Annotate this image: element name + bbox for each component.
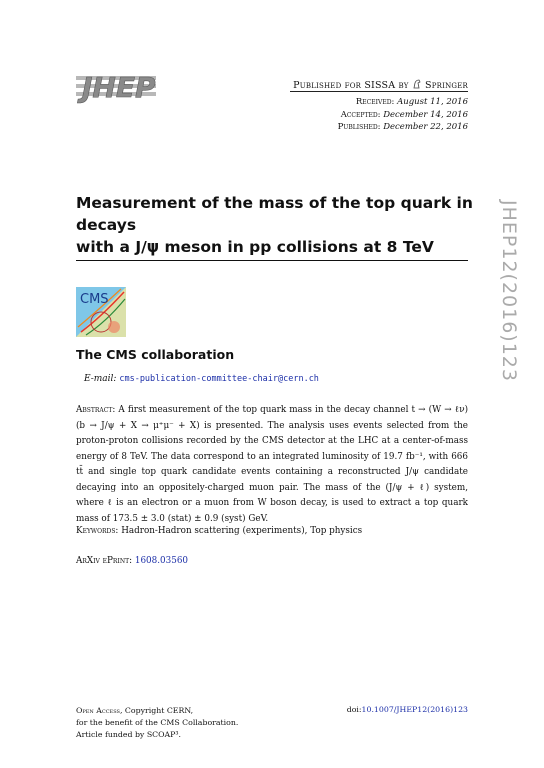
published-for-line bbox=[293, 79, 468, 91]
keywords-text: Hadron-Hadron scattering (experiments), Top physics bbox=[121, 526, 363, 536]
published-date-label: Published: bbox=[337, 122, 381, 132]
cms-logo bbox=[76, 287, 126, 337]
publisher-name: Springer bbox=[425, 80, 468, 91]
email-link[interactable]: cms-publication-committee-chair@cern.ch bbox=[119, 374, 319, 384]
dates-block bbox=[338, 96, 468, 134]
svg-text:JHEP: JHEP bbox=[82, 71, 156, 104]
header-rule bbox=[290, 91, 468, 92]
svg-text:CMS: CMS bbox=[80, 292, 109, 307]
doi-label: doi: bbox=[346, 705, 362, 714]
accepted-label: Accepted: bbox=[340, 109, 381, 120]
page-title bbox=[76, 192, 476, 258]
open-access-label: Open Access bbox=[76, 706, 120, 715]
abstract-label: Abstract: bbox=[76, 405, 116, 415]
received-label: Received: bbox=[355, 97, 395, 107]
collaboration-name: The CMS collaboration bbox=[76, 347, 235, 362]
jhep-logo bbox=[76, 68, 156, 104]
arxiv-line bbox=[76, 556, 188, 566]
published-date: December 22, 2016 bbox=[383, 122, 468, 132]
title-rule bbox=[76, 260, 468, 261]
title-line-2: with a J/ψ meson in pp collisions at 8 TeV bbox=[76, 238, 434, 256]
side-journal-reference: JHEP12(2016)123 bbox=[498, 200, 520, 382]
title-line-1: Measurement of the mass of the top quark in decays bbox=[76, 194, 473, 234]
published-label: Published for SISSA by bbox=[293, 80, 409, 91]
arxiv-link[interactable]: 1608.03560 bbox=[134, 556, 189, 566]
arxiv-label: ArXiv ePrint: bbox=[76, 556, 133, 566]
copyright-text: , Copyright CERN, bbox=[119, 706, 194, 715]
abstract-text: A first measurement of the top quark mass in the decay channel t → (W → ℓν)(b → J/ψ + X → μ⁺μ⁻ + X) is presented. The analysis uses events selected from the proton-proton collisions recorded by the CMS detector at the LHC at a center-of-mass energy of 8 TeV. The data correspond to an integrated luminosity of 19.7 fb⁻¹, with 666 tt̄ and single top quark candidate events containing a reconstructed J/ψ candidate decaying into an oppositely-charged muon pair. The mass of the (J/ψ + ℓ) system, where ℓ is an electron or a muon from W boson decay, is used to extract a top quark mass of 173.5 ± 3.0 (stat) ± 0.9 (syst) GeV. bbox=[76, 405, 469, 524]
footer-copyright bbox=[76, 705, 238, 741]
keywords-label: Keywords: bbox=[76, 526, 119, 536]
footer-line-2: for the benefit of the CMS Collaboration. bbox=[76, 718, 239, 727]
footer-line-3: Article funded by SCOAP³. bbox=[76, 730, 181, 739]
footer-doi bbox=[347, 705, 468, 714]
doi-link[interactable]: 10.1007/JHEP12(2016)123 bbox=[361, 705, 468, 714]
keywords-line bbox=[76, 526, 362, 536]
accepted-date: December 14, 2016 bbox=[383, 109, 468, 120]
email-label: E-mail: bbox=[84, 374, 117, 384]
email-line bbox=[84, 374, 319, 384]
abstract bbox=[76, 403, 468, 527]
springer-horse-icon bbox=[412, 79, 422, 89]
received-date: August 11, 2016 bbox=[397, 97, 468, 107]
